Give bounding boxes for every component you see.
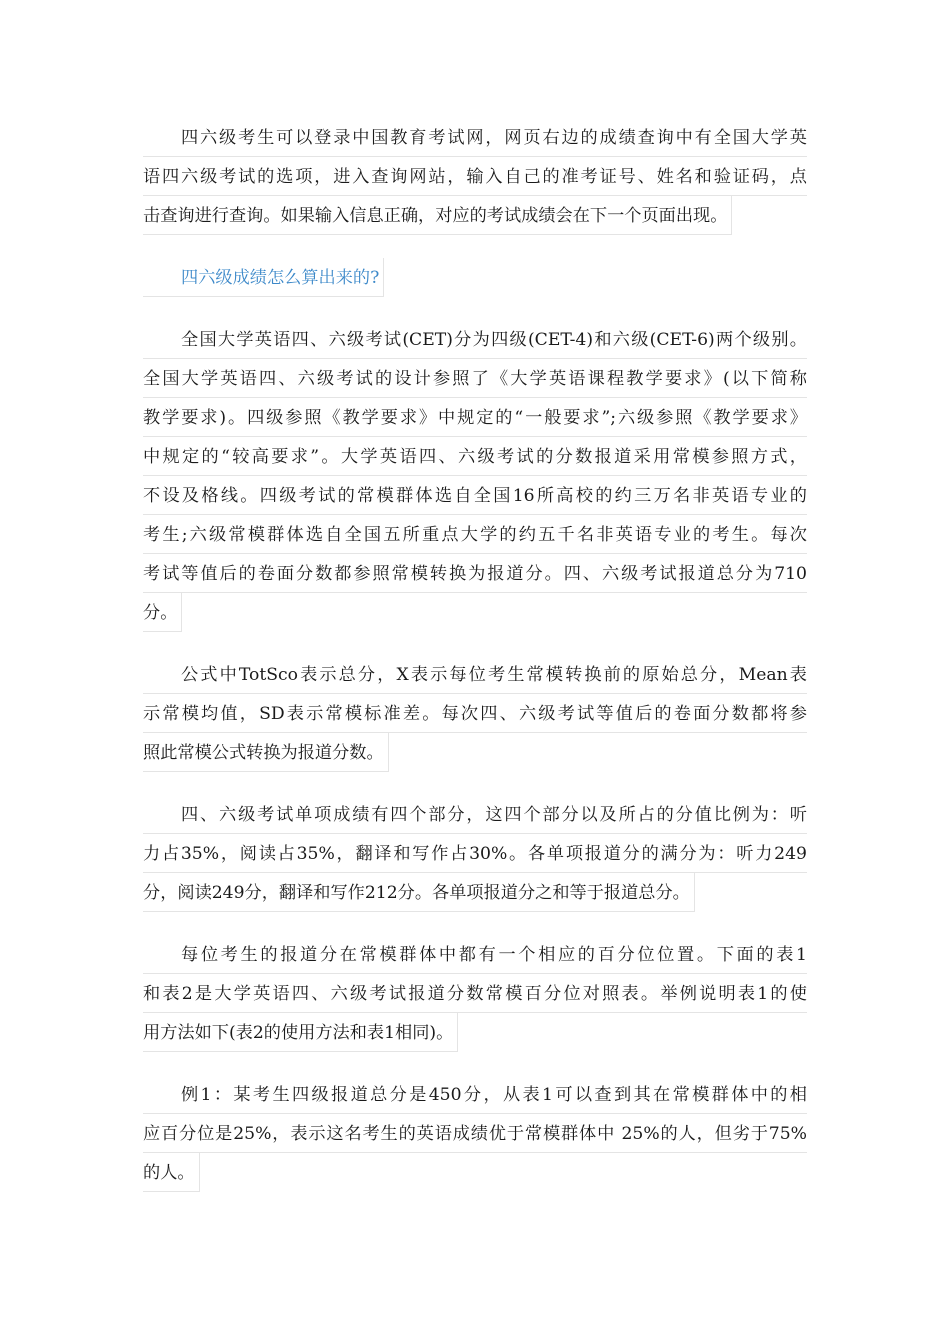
paragraph-line: 四、六级考试单项成绩有四个部分，这四个部分以及所占的分值比例为：听 [143,795,807,834]
paragraph-line: 语四六级考试的选项，进入查询网站，输入自己的准考证号、姓名和验证码，点 [143,157,807,196]
paragraph-formula [143,655,807,776]
paragraph-sub-scores [143,795,807,916]
paragraph-line: 中规定的“较高要求”。大学英语四、六级考试的分数报道采用常模参照方式， [143,437,807,476]
paragraph-line: 公式中TotSco表示总分，X表示每位考生常模转换前的原始总分，Mean表 [143,655,807,694]
document-page [143,118,807,1215]
paragraph-line: 考试等值后的卷面分数都参照常模转换为报道分。四、六级考试报道总分为710 [143,554,807,593]
heading-text: 四六级成绩怎么算出来的? [143,258,384,297]
paragraph-line: 四六级考生可以登录中国教育考试网，网页右边的成绩查询中有全国大学英 [143,118,807,157]
paragraph-query-method [143,118,807,239]
paragraph-line: 击查询进行查询。如果输入信息正确，对应的考试成绩会在下一个页面出现。 [143,196,732,235]
paragraph-line: 用方法如下(表2的使用方法和表1相同)。 [143,1013,458,1052]
paragraph-line: 考生;六级常模群体选自全国五所重点大学的约五千名非英语专业的考生。每次 [143,515,807,554]
paragraph-cet-overview [143,320,807,636]
paragraph-line: 每位考生的报道分在常模群体中都有一个相应的百分位位置。下面的表1 [143,935,807,974]
paragraph-line: 示常模均值，SD表示常模标准差。每次四、六级考试等值后的卷面分数都将参 [143,694,807,733]
paragraph-line: 全国大学英语四、六级考试(CET)分为四级(CET-4)和六级(CET-6)两个级别。 [143,320,807,359]
paragraph-line: 照此常模公式转换为报道分数。 [143,733,389,772]
paragraph-line: 的人。 [143,1153,200,1192]
paragraph-line: 和表2是大学英语四、六级考试报道分数常模百分位对照表。举例说明表1的使 [143,974,807,1013]
paragraph-line: 全国大学英语四、六级考试的设计参照了《大学英语课程教学要求》(以下简称 [143,359,807,398]
paragraph-line: 例1：某考生四级报道总分是450分，从表1可以查到其在常模群体中的相 [143,1075,807,1114]
paragraph-example-1 [143,1075,807,1196]
paragraph-line: 力占35%，阅读占35%，翻译和写作占30%。各单项报道分的满分为：听力249 [143,834,807,873]
paragraph-line: 不设及格线。四级考试的常模群体选自全国16所高校的约三万名非英语专业的 [143,476,807,515]
paragraph-line: 应百分位是25%，表示这名考生的英语成绩优于常模群体中 25%的人，但劣于75% [143,1114,807,1153]
paragraph-line: 分。 [143,593,182,632]
paragraph-line: 教学要求)。四级参照《教学要求》中规定的“一般要求”;六级参照《教学要求》 [143,398,807,437]
paragraph-line: 分，阅读249分，翻译和写作212分。各单项报道分之和等于报道总分。 [143,873,695,912]
section-heading [143,258,807,301]
paragraph-percentile [143,935,807,1056]
